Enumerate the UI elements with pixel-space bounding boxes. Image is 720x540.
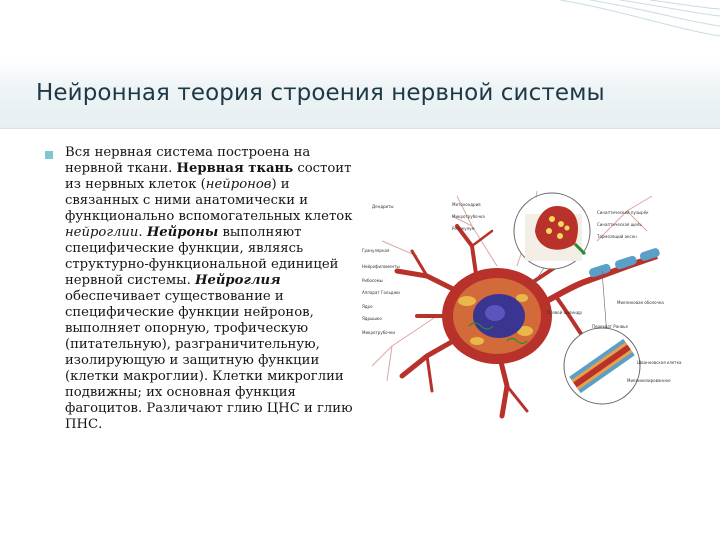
svg-text:Аппарат Гольджи: Аппарат Гольджи bbox=[362, 290, 400, 295]
svg-text:Тормозящий аксон: Тормозящий аксон bbox=[597, 234, 637, 239]
svg-text:Синаптический пузырёк: Синаптический пузырёк bbox=[597, 210, 649, 215]
paragraph-run: Нервная ткань bbox=[176, 161, 294, 176]
paragraph-run: нейронов bbox=[205, 177, 272, 192]
slide-title: Нейронная теория строения нервной системы bbox=[36, 80, 605, 106]
svg-text:Синаптическая щель: Синаптическая щель bbox=[597, 222, 642, 227]
paragraph-run: выполняют специфические функции, являясь структурно-функциональной единицей нервной системы. bbox=[65, 225, 339, 288]
nucleolus bbox=[485, 305, 505, 321]
svg-text:Рибосомы: Рибосомы bbox=[362, 278, 383, 283]
myelin-sheath bbox=[588, 247, 661, 278]
svg-text:Осевой цилиндр: Осевой цилиндр bbox=[547, 310, 582, 315]
paragraph-run: нейроглии bbox=[65, 225, 139, 240]
bullet-paragraph bbox=[65, 145, 355, 433]
bullet-square-icon bbox=[45, 151, 53, 159]
paragraph-run: Нейроны bbox=[146, 225, 219, 240]
corner-decoration bbox=[0, 0, 720, 60]
paragraph-run: . bbox=[138, 225, 147, 240]
svg-text:Ядрышко: Ядрышко bbox=[362, 316, 382, 321]
fiber-inset bbox=[564, 271, 640, 404]
paragraph-run: состоит из нервных клеток ( bbox=[65, 161, 352, 192]
svg-text:Гранулярная: Гранулярная bbox=[362, 248, 390, 253]
svg-text:Микротрубочки: Микротрубочки bbox=[362, 330, 395, 335]
svg-text:Миелиновая оболочка: Миелиновая оболочка bbox=[617, 300, 664, 305]
svg-text:Микротрубочка: Микротрубочка bbox=[452, 214, 485, 219]
synapse-inset bbox=[514, 193, 590, 286]
paragraph-run: Нейроглия bbox=[194, 273, 281, 288]
svg-text:Миелинизированное: Миелинизированное bbox=[627, 378, 671, 383]
svg-text:Дендриты: Дендриты bbox=[372, 204, 394, 209]
svg-text:Ядро: Ядро bbox=[362, 304, 373, 309]
paragraph-run: ) и связанных с ними анатомически и функционально вспомогательных клеток bbox=[65, 177, 353, 224]
paragraph-run: обеспечивает существование и специфические функции нейронов, выполняет опорную, трофическую (питательную), разграничительную, изолирующую и защитную функции (клетки макроглии). Клетки микроглии подвижны; их основная функция фагоцитов. Различают глию ЦНС и глию ПНС. bbox=[65, 289, 353, 432]
neuron-diagram bbox=[357, 186, 682, 426]
svg-text:Шванновская клетка: Шванновская клетка bbox=[637, 360, 682, 365]
svg-text:Митохондрия: Митохондрия bbox=[452, 202, 481, 207]
paragraph-run: Вся нервная система построена на нервной ткани. bbox=[65, 145, 311, 176]
svg-text:Перехват Ранвье: Перехват Ранвье bbox=[592, 324, 628, 329]
svg-text:Нейрофиламенты: Нейрофиламенты bbox=[362, 264, 400, 269]
svg-text:Ретикулум: Ретикулум bbox=[452, 226, 475, 231]
